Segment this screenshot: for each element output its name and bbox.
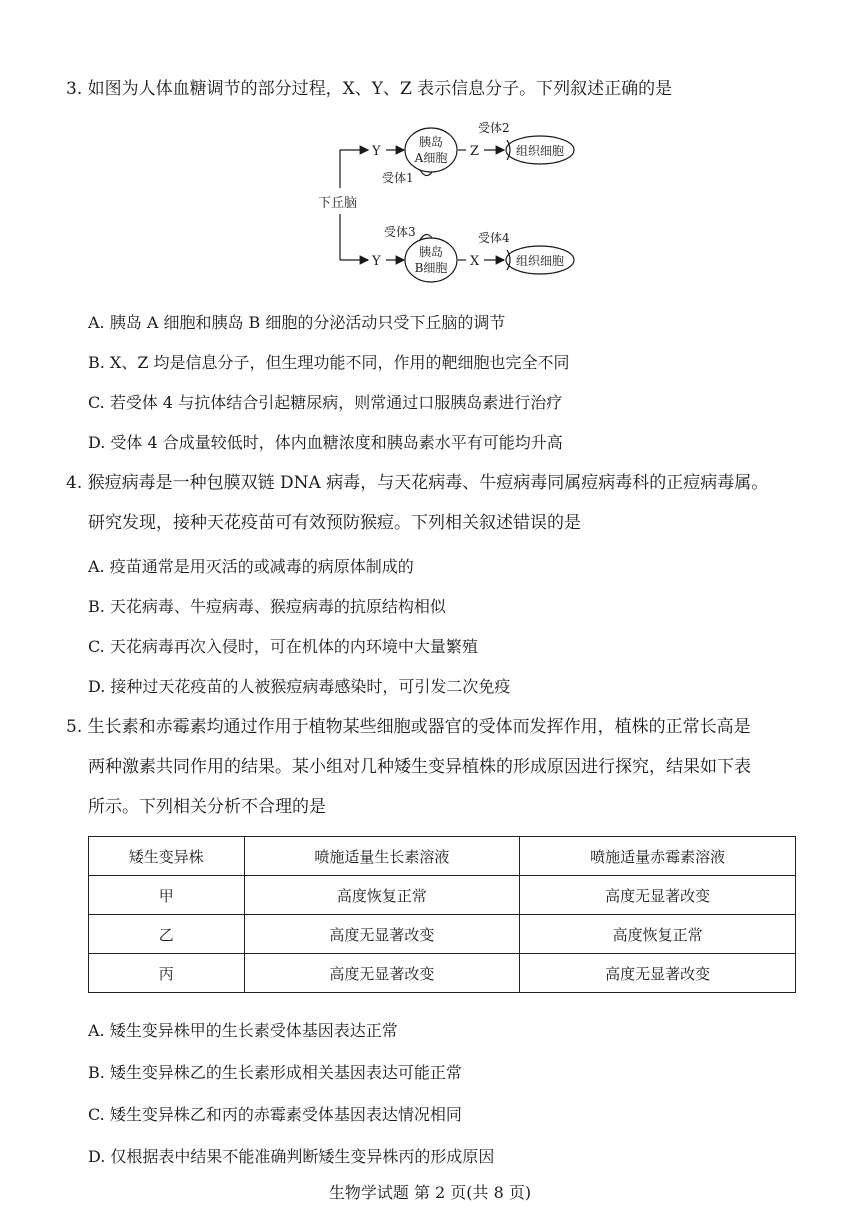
table-cell: 丙 bbox=[89, 954, 245, 993]
question-4-stem-1: 4. 猴痘病毒是一种包膜双链 DNA 病毒，与天花病毒、牛痘病毒同属痘病毒科的正痘病毒属。 bbox=[66, 473, 769, 493]
table-header-row bbox=[89, 837, 796, 876]
q4-option-a: A. 疫苗通常是用灭活的或减毒的病原体制成的 bbox=[88, 557, 414, 576]
receptor-1-label: 受体1 bbox=[382, 171, 414, 185]
signal-y-top: Y bbox=[372, 144, 381, 159]
q4-option-b: B. 天花病毒、牛痘病毒、猴痘病毒的抗原结构相似 bbox=[88, 597, 446, 616]
table-cell: 高度恢复正常 bbox=[520, 915, 796, 954]
signal-y-bottom: Y bbox=[372, 254, 381, 269]
table-row bbox=[89, 876, 796, 915]
page-footer: 生物学试题 第 2 页(共 8 页) bbox=[328, 1183, 532, 1202]
signal-z: Z bbox=[470, 144, 480, 159]
hypothalamus-label: 下丘脑 bbox=[318, 196, 358, 211]
islet-b-label-2: B细胞 bbox=[414, 261, 448, 275]
islet-a-label-1: 胰岛 bbox=[418, 135, 444, 149]
table-header-cell: 喷施适量赤霉素溶液 bbox=[520, 837, 796, 876]
dwarf-mutant-table bbox=[88, 836, 796, 993]
receptor-2-label: 受体2 bbox=[478, 121, 510, 135]
question-5-stem-1: 5. 生长素和赤霉素均通过作用于植物某些细胞或器官的受体而发挥作用，植株的正常长高是 bbox=[66, 717, 751, 737]
table-cell: 乙 bbox=[89, 915, 245, 954]
islet-a-label-2: A细胞 bbox=[414, 151, 448, 165]
table-header-cell: 矮生变异株 bbox=[89, 837, 245, 876]
q5-option-d: D. 仅根据表中结果不能准确判断矮生变异株丙的形成原因 bbox=[88, 1147, 495, 1166]
table-cell: 高度无显著改变 bbox=[520, 876, 796, 915]
tissue-cell-bottom-label: 组织细胞 bbox=[515, 254, 565, 268]
q4-option-d: D. 接种过天花疫苗的人被猴痘病毒感染时，可引发二次免疫 bbox=[88, 677, 511, 696]
signal-x: X bbox=[470, 254, 480, 269]
receptor-4-label: 受体4 bbox=[478, 231, 510, 245]
q5-option-c: C. 矮生变异株乙和丙的赤霉素受体基因表达情况相同 bbox=[88, 1105, 462, 1124]
q3-option-d: D. 受体 4 合成量较低时，体内血糖浓度和胰岛素水平有可能均升高 bbox=[88, 433, 563, 452]
blood-glucose-diagram bbox=[300, 110, 600, 300]
table-cell: 高度无显著改变 bbox=[244, 915, 520, 954]
q4-option-c: C. 天花病毒再次入侵时，可在机体的内环境中大量繁殖 bbox=[88, 637, 478, 656]
q3-option-a: A. 胰岛 A 细胞和胰岛 B 细胞的分泌活动只受下丘脑的调节 bbox=[88, 313, 506, 332]
q5-option-b: B. 矮生变异株乙的生长素形成相关基因表达可能正常 bbox=[88, 1063, 462, 1082]
receptor-3-label: 受体3 bbox=[384, 225, 416, 239]
q3-option-b: B. X、Z 均是信息分子，但生理功能不同，作用的靶细胞也完全不同 bbox=[88, 353, 570, 372]
table-header-cell: 喷施适量生长素溶液 bbox=[244, 837, 520, 876]
table-cell: 甲 bbox=[89, 876, 245, 915]
question-4-stem-2: 研究发现，接种天花疫苗可有效预防猴痘。下列相关叙述错误的是 bbox=[88, 513, 581, 533]
table-cell: 高度恢复正常 bbox=[244, 876, 520, 915]
q5-option-a: A. 矮生变异株甲的生长素受体基因表达正常 bbox=[88, 1021, 398, 1040]
question-5-stem-3: 所示。下列相关分析不合理的是 bbox=[88, 797, 326, 817]
islet-b-label-1: 胰岛 bbox=[418, 245, 444, 259]
tissue-cell-top-label: 组织细胞 bbox=[515, 144, 565, 158]
table-cell: 高度无显著改变 bbox=[520, 954, 796, 993]
question-3-stem: 3. 如图为人体血糖调节的部分过程，X、Y、Z 表示信息分子。下列叙述正确的是 bbox=[66, 79, 673, 99]
question-5-stem-2: 两种激素共同作用的结果。某小组对几种矮生变异植株的形成原因进行探究，结果如下表 bbox=[88, 757, 751, 777]
table-row bbox=[89, 954, 796, 993]
table-cell: 高度无显著改变 bbox=[244, 954, 520, 993]
table-row bbox=[89, 915, 796, 954]
q3-option-c: C. 若受体 4 与抗体结合引起糖尿病，则常通过口服胰岛素进行治疗 bbox=[88, 393, 563, 412]
